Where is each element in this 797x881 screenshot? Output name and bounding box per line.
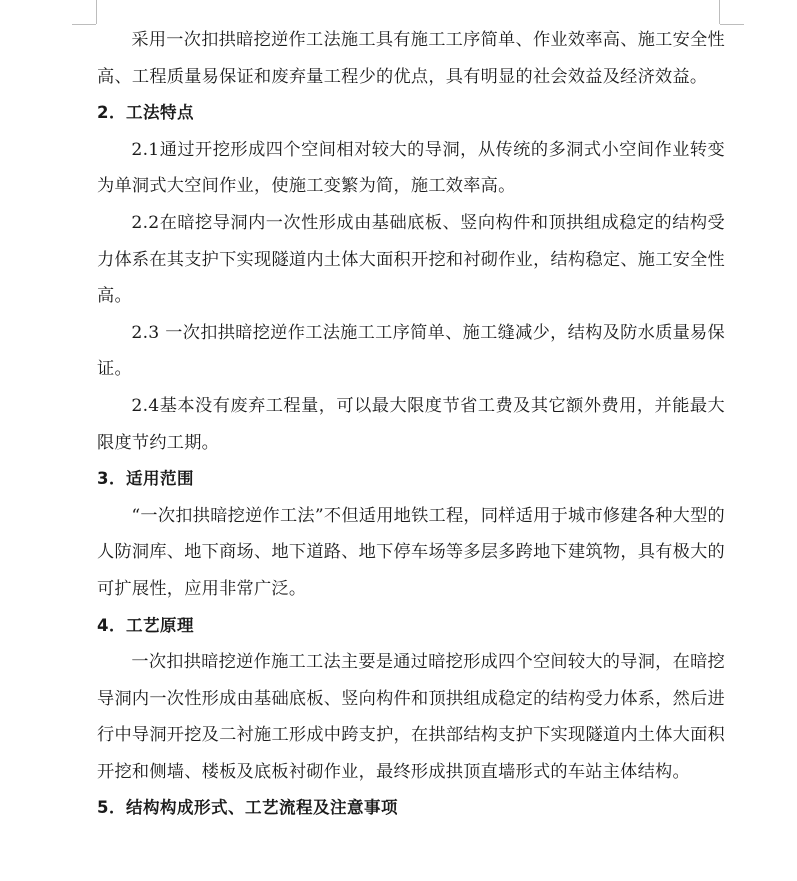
paragraph-3-scope: “一次扣拱暗挖逆作工法”不但适用地铁工程，同样适用于城市修建各种大型的人防洞库、地下商场、地下道路、地下停车场等多层多跨地下建筑物，具有极大的可扩展性，应用非常广泛。 <box>97 505 725 599</box>
heading-section-5: 5．结构构成形式、工艺流程及注意事项 <box>97 798 398 818</box>
crop-mark-top-left-vertical <box>96 0 97 24</box>
paragraph-intro: 采用一次扣拱暗挖逆作工法施工具有施工工序简单、作业效率高、施工安全性高、工程质量易保证和废弃量工程少的优点，具有明显的社会效益及经济效益。 <box>97 30 725 87</box>
heading-section-3: 3．适用范围 <box>97 469 194 489</box>
heading-section-2: 2．工法特点 <box>97 103 194 123</box>
paragraph-2-3: 2.3 一次扣拱暗挖逆作工法施工工序简单、施工缝减少，结构及防水质量易保证。 <box>97 322 725 380</box>
paragraph-2-1: 2.1通过开挖形成四个空间相对较大的导洞，从传统的多洞式小空间作业转变为单洞式大空间作业，使施工变繁为简，施工效率高。 <box>97 139 725 197</box>
crop-mark-top-left-horizontal <box>72 24 96 25</box>
paragraph-4-principle: 一次扣拱暗挖逆作施工工法主要是通过暗挖形成四个空间较大的导洞，在暗挖导洞内一次性形成由基础底板、竖向构件和顶拱组成稳定的结构受力体系，然后进行中导洞开挖及二衬施工形成中跨支护，在拱部结构支护下实现隧道内土体大面积开挖和侧墙、楼板及底板衬砌作业，最终形成拱顶直墙形式的车站主体结构。 <box>97 652 725 782</box>
crop-mark-top-right-vertical <box>719 0 720 24</box>
paragraph-2-4: 2.4基本没有废弃工程量，可以最大限度节省工费及其它额外费用，并能最大限度节约工期。 <box>97 395 725 453</box>
document-body <box>97 22 725 827</box>
heading-section-4: 4．工艺原理 <box>97 615 194 635</box>
paragraph-2-2: 2.2在暗挖导洞内一次性形成由基础底板、竖向构件和顶拱组成稳定的结构受力体系在其支护下实现隧道内土体大面积开挖和衬砌作业，结构稳定、施工安全性高。 <box>97 212 725 307</box>
